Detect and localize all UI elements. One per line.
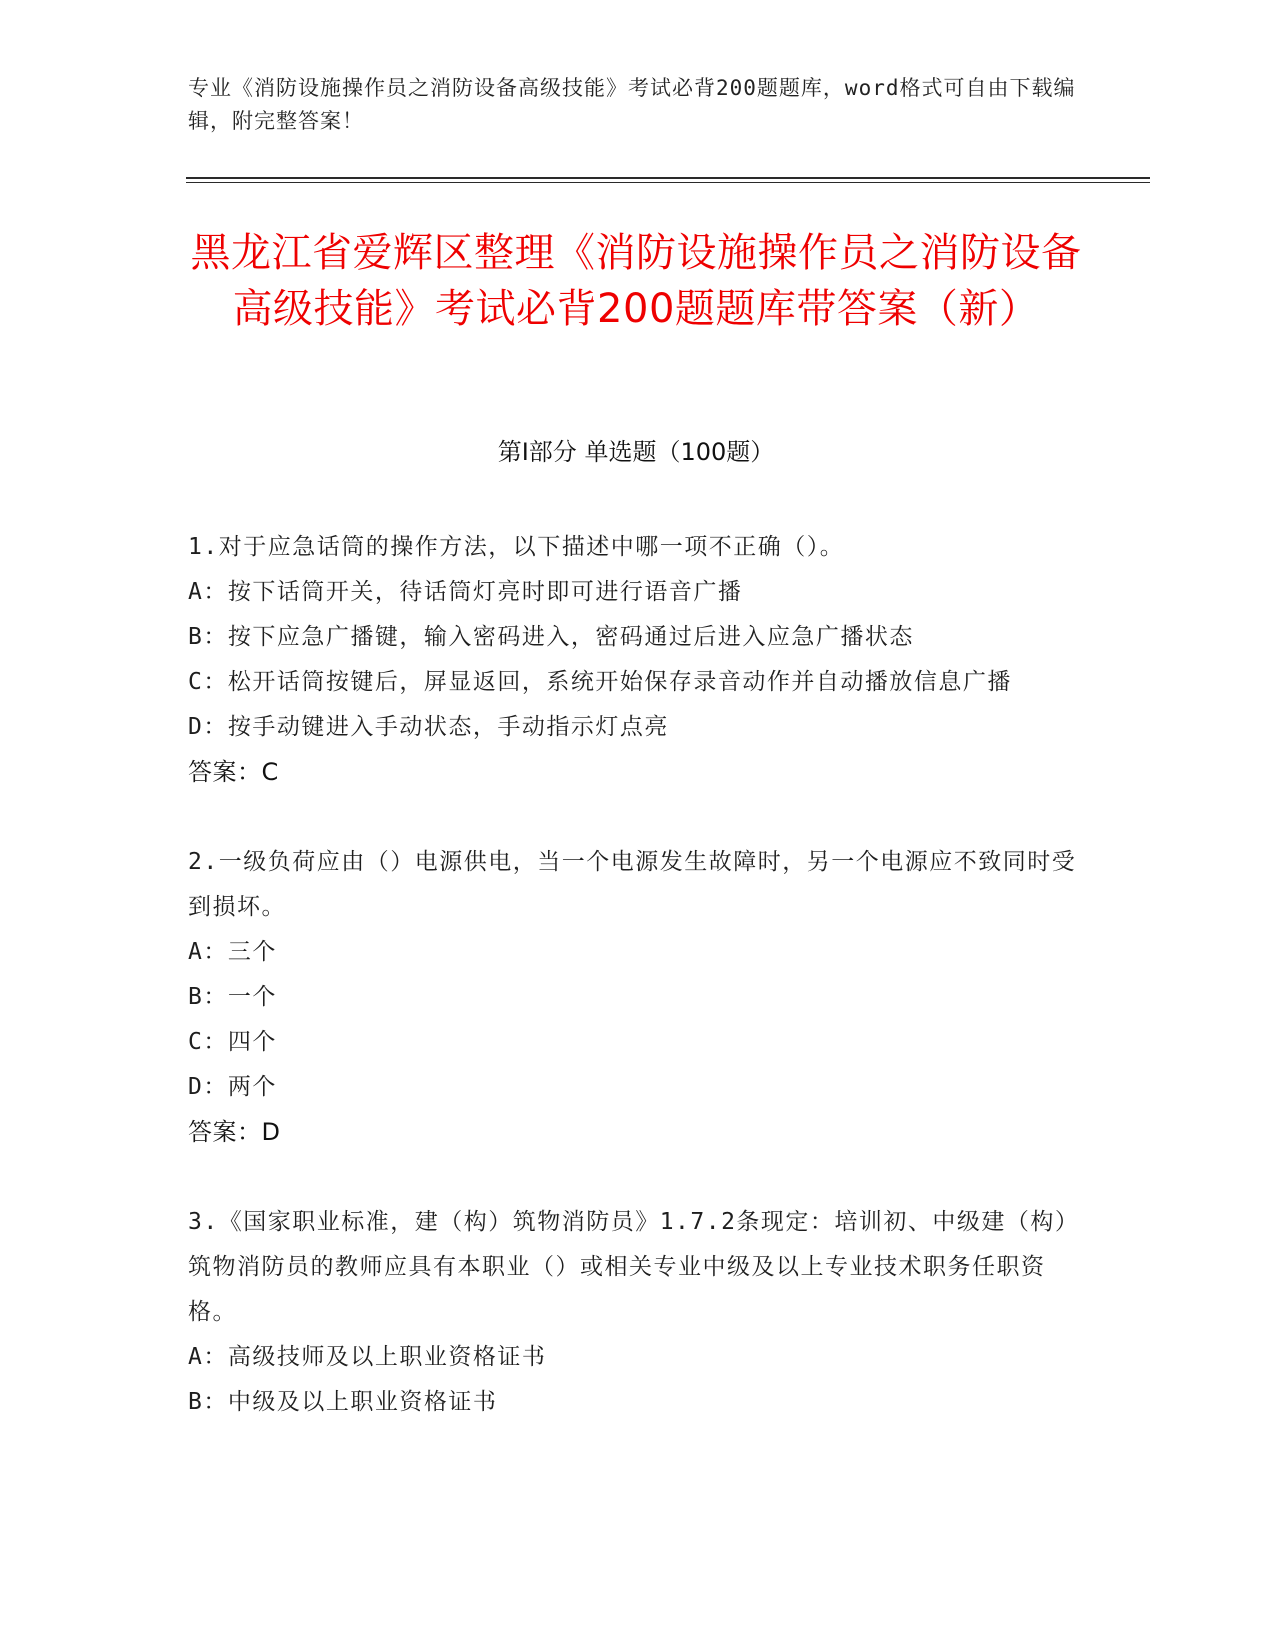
question-3: [188, 1200, 1078, 1425]
question-list: [188, 525, 1078, 1470]
answer: 答案：D: [188, 1118, 281, 1146]
option-b: B：按下应急广播键，输入密码进入，密码通过后进入应急广播状态: [188, 624, 914, 650]
question-1: [188, 525, 1078, 795]
answer: 答案：C: [188, 758, 279, 786]
document-title: 黑龙江省爱辉区整理《消防设施操作员之消防设备高级技能》考试必背200题题库带答案（新）: [190, 230, 1082, 332]
option-a: A：按下话筒开关，待话筒灯亮时即可进行语音广播: [188, 579, 743, 605]
question-text: 1.对于应急话筒的操作方法，以下描述中哪一项不正确（）。: [188, 534, 845, 560]
header-divider-thick: [186, 177, 1150, 179]
option-c: C：四个: [188, 1029, 277, 1055]
option-d: D：两个: [188, 1074, 277, 1100]
header-note: 专业《消防设施操作员之消防设备高级技能》考试必背200题题库，word格式可自由下载编辑，附完整答案！: [188, 76, 1076, 133]
option-d: D：按手动键进入手动状态，手动指示灯点亮: [188, 714, 669, 740]
option-a: A：高级技师及以上职业资格证书: [188, 1344, 547, 1370]
question-2: [188, 840, 1078, 1155]
header-divider-thin: [186, 182, 1150, 183]
option-a: A：三个: [188, 939, 277, 965]
option-c: C：松开话筒按键后，屏显返回，系统开始保存录音动作并自动播放信息广播: [188, 669, 1012, 695]
section-title: 第Ⅰ部分 单选题（100题）: [497, 438, 775, 466]
question-text: 2.一级负荷应由（）电源供电，当一个电源发生故障时，另一个电源应不致同时受到损坏。: [188, 849, 1077, 920]
option-b: B：中级及以上职业资格证书: [188, 1389, 498, 1415]
option-b: B：一个: [188, 984, 277, 1010]
question-text: 3.《国家职业标准，建（构）筑物消防员》1.7.2条现定：培训初、中级建（构）筑物消防员的教师应具有本职业（）或相关专业中级及以上专业技术职务任职资格。: [188, 1209, 1068, 1325]
